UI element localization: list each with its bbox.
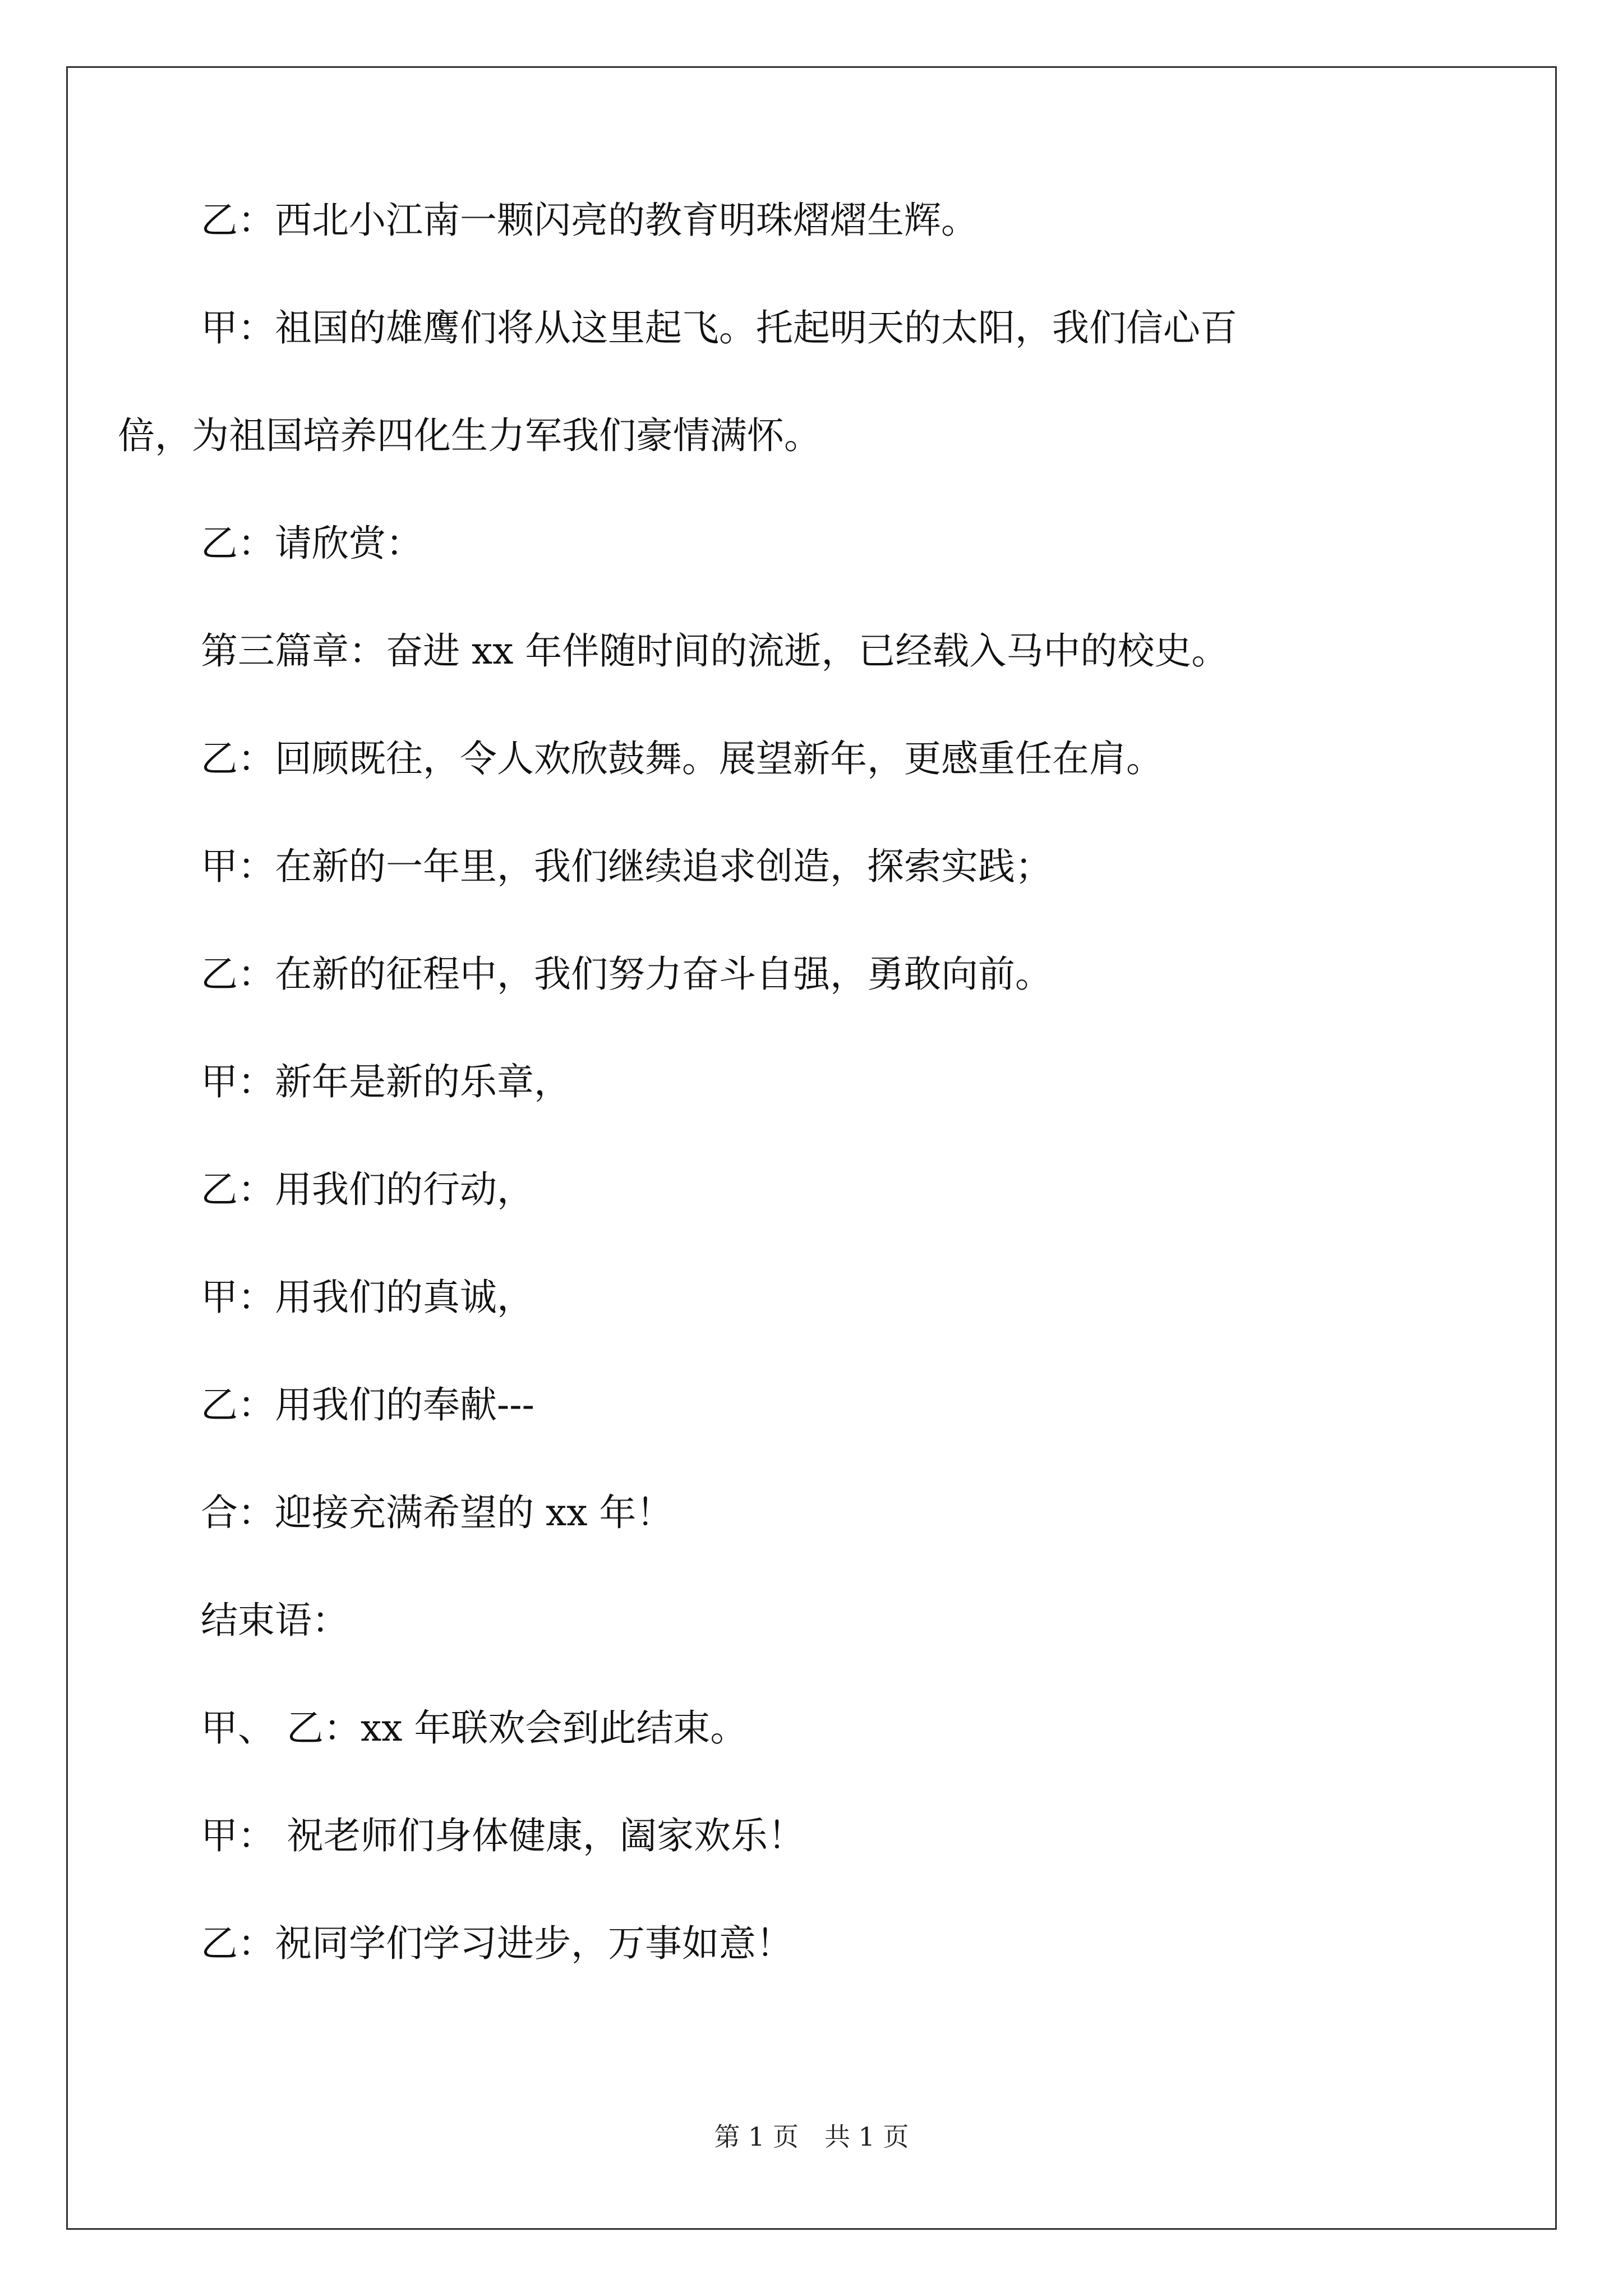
paragraph-5: 乙：回顾既往，令人欢欣鼓舞。展望新年，更感重任在肩。 bbox=[201, 737, 1163, 780]
paragraph-12: 合：迎接充满希望的 xx 年！ bbox=[201, 1491, 674, 1534]
paragraph-2-line-2: 倍，为祖国培养四化生力军我们豪情满怀。 bbox=[118, 414, 821, 457]
paragraph-3: 乙：请欣赏： bbox=[201, 522, 423, 565]
paragraph-6: 甲：在新的一年里，我们继续追求创造，探索实践； bbox=[201, 845, 1052, 888]
paragraph-15: 甲： 祝老师们身体健康，阖家欢乐！ bbox=[201, 1814, 805, 1857]
paragraph-16: 乙：祝同学们学习进步，万事如意！ bbox=[201, 1922, 793, 1965]
paragraph-8: 甲：新年是新的乐章， bbox=[201, 1060, 571, 1103]
paragraph-2-line-1: 甲：祖国的雄鹰们将从这里起飞。托起明天的太阳，我们信心百 bbox=[201, 306, 1237, 349]
paragraph-10: 甲：用我们的真诚， bbox=[201, 1276, 534, 1319]
paragraph-14: 甲、 乙：xx 年联欢会到此结束。 bbox=[201, 1706, 748, 1750]
paragraph-11: 乙：用我们的奉献--- bbox=[201, 1383, 534, 1427]
document-body bbox=[118, 194, 1435, 2024]
paragraph-4: 第三篇章：奋进 xx 年伴随时间的流逝，已经载入马中的校史。 bbox=[201, 629, 1229, 673]
paragraph-9: 乙：用我们的行动， bbox=[201, 1168, 534, 1211]
paragraph-7: 乙：在新的征程中，我们努力奋斗自强，勇敢向前。 bbox=[201, 953, 1052, 996]
paragraph-1: 乙：西北小江南一颗闪亮的教育明珠熠熠生辉。 bbox=[201, 199, 978, 242]
paragraph-13: 结束语： bbox=[201, 1599, 349, 1642]
page-footer: 第 1 页 共 1 页 bbox=[714, 2122, 909, 2152]
